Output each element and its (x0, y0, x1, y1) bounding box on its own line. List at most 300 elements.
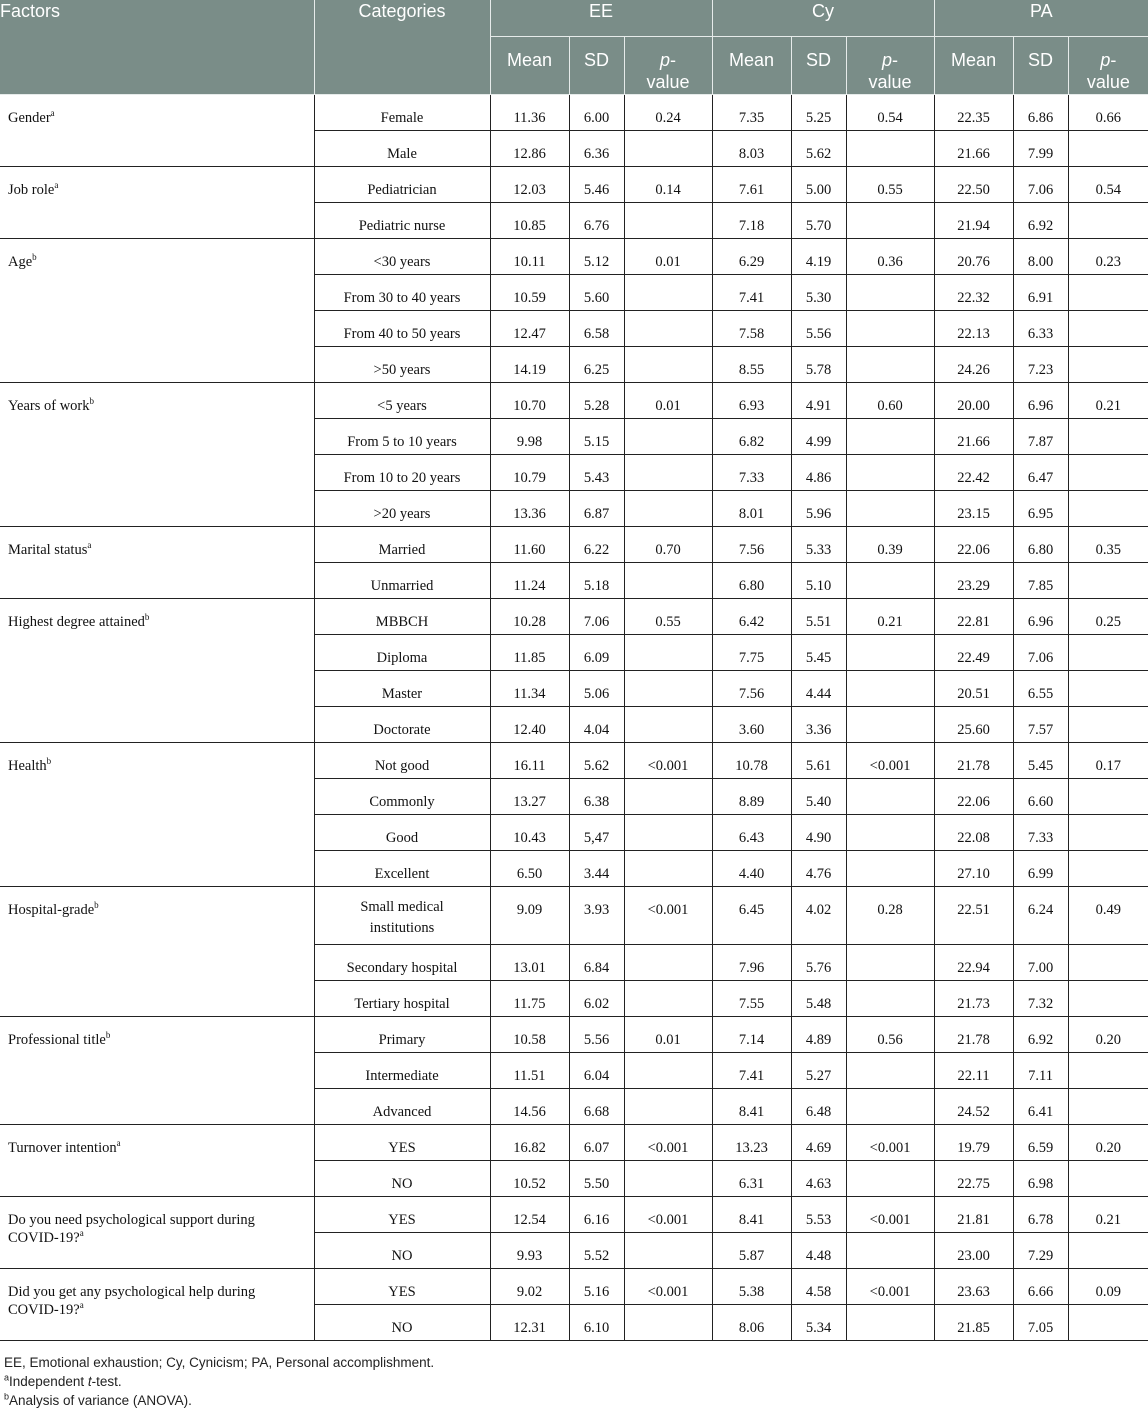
value-cell-p-value (1068, 707, 1148, 743)
category-cell: Tertiary hospital (314, 981, 490, 1017)
category-cell: Secondary hospital (314, 945, 490, 981)
category-cell: From 30 to 40 years (314, 275, 490, 311)
value-cell-sd: 7.11 (1013, 1053, 1068, 1089)
header-p-value: p- value (624, 37, 712, 95)
value-cell-mean: 8.03 (712, 131, 791, 167)
category-cell: <5 years (314, 383, 490, 419)
value-cell-mean: 14.19 (490, 347, 569, 383)
value-cell-mean: 13.27 (490, 779, 569, 815)
value-cell-mean: 10.59 (490, 275, 569, 311)
value-cell-p-value (846, 491, 934, 527)
value-cell-sd: 5.34 (791, 1305, 846, 1341)
category-cell: <30 years (314, 239, 490, 275)
factor-cell: Years of work$^b$ (0, 383, 314, 527)
value-cell-p-value: 0.21 (846, 599, 934, 635)
value-cell-sd: 5.15 (569, 419, 624, 455)
value-cell-mean: 7.55 (712, 981, 791, 1017)
value-cell-sd: 6.33 (1013, 311, 1068, 347)
value-cell-sd: 6.96 (1013, 599, 1068, 635)
value-cell-sd: 5.40 (791, 779, 846, 815)
value-cell-p-value (846, 1089, 934, 1125)
table-row (0, 1197, 1148, 1233)
value-cell-p-value (1068, 563, 1148, 599)
value-cell-p-value (1068, 671, 1148, 707)
value-cell-sd: 5.53 (791, 1197, 846, 1233)
header-group-cy: Cy (712, 0, 934, 37)
value-cell-sd: 6.00 (569, 95, 624, 131)
value-cell-mean: 10.70 (490, 383, 569, 419)
category-cell: MBBCH (314, 599, 490, 635)
value-cell-mean: 19.79 (934, 1125, 1013, 1161)
value-cell-mean: 23.15 (934, 491, 1013, 527)
value-cell-mean: 8.41 (712, 1089, 791, 1125)
category-cell: Excellent (314, 851, 490, 887)
value-cell-mean: 8.06 (712, 1305, 791, 1341)
header-mean: Mean (490, 37, 569, 95)
value-cell-mean: 21.81 (934, 1197, 1013, 1233)
value-cell-p-value: 0.55 (624, 599, 712, 635)
value-cell-mean: 25.60 (934, 707, 1013, 743)
category-cell: Male (314, 131, 490, 167)
category-cell: Master (314, 671, 490, 707)
value-cell-mean: 6.42 (712, 599, 791, 635)
value-cell-mean: 22.50 (934, 167, 1013, 203)
value-cell-mean: 22.81 (934, 599, 1013, 635)
value-cell-sd: 7.05 (1013, 1305, 1068, 1341)
value-cell-p-value: 0.21 (1068, 383, 1148, 419)
value-cell-sd: 4.90 (791, 815, 846, 851)
value-cell-sd: 6.47 (1013, 455, 1068, 491)
value-cell-sd: 7.29 (1013, 1233, 1068, 1269)
value-cell-sd: 7.85 (1013, 563, 1068, 599)
value-cell-p-value (624, 1233, 712, 1269)
value-cell-p-value (846, 779, 934, 815)
value-cell-p-value (846, 347, 934, 383)
value-cell-mean: 8.41 (712, 1197, 791, 1233)
value-cell-p-value: 0.23 (1068, 239, 1148, 275)
value-cell-mean: 12.31 (490, 1305, 569, 1341)
value-cell-sd: 5.10 (791, 563, 846, 599)
value-cell-p-value (624, 815, 712, 851)
value-cell-mean: 7.61 (712, 167, 791, 203)
value-cell-mean: 24.52 (934, 1089, 1013, 1125)
category-cell: Pediatric nurse (314, 203, 490, 239)
value-cell-mean: 21.73 (934, 981, 1013, 1017)
value-cell-p-value (846, 815, 934, 851)
value-cell-sd: 4.69 (791, 1125, 846, 1161)
value-cell-sd: 5.12 (569, 239, 624, 275)
value-cell-p-value (846, 131, 934, 167)
header-factors: Factors (0, 0, 314, 95)
header-group-ee: EE (490, 0, 712, 37)
value-cell-sd: 6.02 (569, 981, 624, 1017)
value-cell-sd: 6.84 (569, 945, 624, 981)
category-cell: YES (314, 1269, 490, 1305)
category-cell: YES (314, 1125, 490, 1161)
value-cell-p-value (624, 981, 712, 1017)
value-cell-mean: 22.94 (934, 945, 1013, 981)
value-cell-mean: 21.94 (934, 203, 1013, 239)
table-body (0, 95, 1148, 1341)
value-cell-p-value: 0.01 (624, 383, 712, 419)
value-cell-mean: 6.45 (712, 887, 791, 945)
value-cell-mean: 22.08 (934, 815, 1013, 851)
value-cell-sd: 6.68 (569, 1089, 624, 1125)
value-cell-mean: 6.29 (712, 239, 791, 275)
value-cell-p-value (624, 275, 712, 311)
value-cell-sd: 5.62 (791, 131, 846, 167)
value-cell-sd: 6.91 (1013, 275, 1068, 311)
value-cell-p-value (846, 563, 934, 599)
value-cell-sd: 7.32 (1013, 981, 1068, 1017)
value-cell-p-value (846, 635, 934, 671)
table-row (0, 743, 1148, 779)
value-cell-mean: 7.75 (712, 635, 791, 671)
value-cell-p-value (846, 1305, 934, 1341)
value-cell-p-value (846, 945, 934, 981)
table-row (0, 95, 1148, 131)
value-cell-p-value (846, 275, 934, 311)
category-cell: Pediatrician (314, 167, 490, 203)
value-cell-p-value (624, 635, 712, 671)
value-cell-p-value: <0.001 (624, 1125, 712, 1161)
table-row (0, 599, 1148, 635)
value-cell-mean: 9.09 (490, 887, 569, 945)
value-cell-mean: 7.56 (712, 527, 791, 563)
value-cell-sd: 8.00 (1013, 239, 1068, 275)
factor-cell: Did you get any psychological help during COVID-19?$^a$ (0, 1269, 314, 1341)
value-cell-p-value (624, 1089, 712, 1125)
value-cell-sd: 7.33 (1013, 815, 1068, 851)
value-cell-p-value (1068, 1053, 1148, 1089)
value-cell-sd: 6.04 (569, 1053, 624, 1089)
category-cell: From 40 to 50 years (314, 311, 490, 347)
table-row (0, 1269, 1148, 1305)
value-cell-p-value (1068, 1233, 1148, 1269)
value-cell-mean: 22.35 (934, 95, 1013, 131)
value-cell-p-value: 0.66 (1068, 95, 1148, 131)
header-categories: Categories (314, 0, 490, 95)
value-cell-p-value (624, 131, 712, 167)
value-cell-mean: 22.51 (934, 887, 1013, 945)
value-cell-sd: 7.23 (1013, 347, 1068, 383)
value-cell-sd: 6.22 (569, 527, 624, 563)
value-cell-p-value: 0.25 (1068, 599, 1148, 635)
value-cell-sd: 5.52 (569, 1233, 624, 1269)
value-cell-p-value (624, 1053, 712, 1089)
category-cell: Intermediate (314, 1053, 490, 1089)
category-cell: Commonly (314, 779, 490, 815)
category-cell: From 5 to 10 years (314, 419, 490, 455)
value-cell-p-value: 0.60 (846, 383, 934, 419)
value-cell-p-value (846, 671, 934, 707)
value-cell-sd: 5.45 (791, 635, 846, 671)
value-cell-p-value: <0.001 (846, 743, 934, 779)
value-cell-mean: 7.35 (712, 95, 791, 131)
category-cell: NO (314, 1233, 490, 1269)
value-cell-mean: 7.33 (712, 455, 791, 491)
value-cell-p-value (1068, 945, 1148, 981)
value-cell-p-value (624, 779, 712, 815)
value-cell-sd: 7.99 (1013, 131, 1068, 167)
category-cell: Good (314, 815, 490, 851)
table-row (0, 167, 1148, 203)
value-cell-sd: 4.76 (791, 851, 846, 887)
value-cell-p-value (846, 1161, 934, 1197)
value-cell-p-value (624, 563, 712, 599)
table-notes (4, 1353, 434, 1410)
category-cell: Unmarried (314, 563, 490, 599)
value-cell-sd: 6.76 (569, 203, 624, 239)
value-cell-p-value (1068, 311, 1148, 347)
category-cell: Female (314, 95, 490, 131)
value-cell-mean: 21.85 (934, 1305, 1013, 1341)
value-cell-sd: 5.25 (791, 95, 846, 131)
value-cell-p-value (624, 1305, 712, 1341)
category-cell: Advanced (314, 1089, 490, 1125)
header-sd: SD (569, 37, 624, 95)
value-cell-mean: 10.11 (490, 239, 569, 275)
table-row (0, 239, 1148, 275)
value-cell-sd: 6.16 (569, 1197, 624, 1233)
value-cell-sd: 6.25 (569, 347, 624, 383)
value-cell-p-value: 0.56 (846, 1017, 934, 1053)
value-cell-p-value (1068, 815, 1148, 851)
value-cell-p-value: <0.001 (624, 1197, 712, 1233)
value-cell-p-value (624, 491, 712, 527)
value-cell-p-value: 0.24 (624, 95, 712, 131)
value-cell-mean: 10.58 (490, 1017, 569, 1053)
value-cell-sd: 3.36 (791, 707, 846, 743)
value-cell-sd: 6.10 (569, 1305, 624, 1341)
value-cell-p-value (624, 707, 712, 743)
value-cell-sd: 4.89 (791, 1017, 846, 1053)
value-cell-sd: 4.19 (791, 239, 846, 275)
value-cell-sd: 5.50 (569, 1161, 624, 1197)
value-cell-mean: 22.42 (934, 455, 1013, 491)
value-cell-p-value (1068, 347, 1148, 383)
value-cell-mean: 21.78 (934, 743, 1013, 779)
value-cell-mean: 23.29 (934, 563, 1013, 599)
note-abbreviations: EE, Emotional exhaustion; Cy, Cynicism; PA, Personal accomplishment. (4, 1355, 435, 1370)
value-cell-sd: 4.02 (791, 887, 846, 945)
value-cell-p-value: 0.39 (846, 527, 934, 563)
value-cell-mean: 6.50 (490, 851, 569, 887)
value-cell-mean: 21.66 (934, 419, 1013, 455)
value-cell-sd: 5.06 (569, 671, 624, 707)
header-sd: SD (791, 37, 846, 95)
value-cell-p-value: 0.70 (624, 527, 712, 563)
value-cell-mean: 13.23 (712, 1125, 791, 1161)
table-row (0, 527, 1148, 563)
value-cell-p-value (1068, 455, 1148, 491)
value-cell-sd: 5,47 (569, 815, 624, 851)
value-cell-p-value: <0.001 (846, 1125, 934, 1161)
value-cell-p-value: 0.49 (1068, 887, 1148, 945)
value-cell-sd: 3.93 (569, 887, 624, 945)
value-cell-sd: 6.24 (1013, 887, 1068, 945)
value-cell-p-value: <0.001 (846, 1269, 934, 1305)
value-cell-sd: 5.56 (791, 311, 846, 347)
value-cell-sd: 4.58 (791, 1269, 846, 1305)
value-cell-sd: 5.16 (569, 1269, 624, 1305)
value-cell-p-value (624, 203, 712, 239)
value-cell-p-value (624, 419, 712, 455)
value-cell-mean: 12.03 (490, 167, 569, 203)
value-cell-p-value (1068, 491, 1148, 527)
value-cell-p-value (624, 311, 712, 347)
value-cell-sd: 5.60 (569, 275, 624, 311)
value-cell-p-value (624, 945, 712, 981)
value-cell-p-value (1068, 275, 1148, 311)
value-cell-mean: 7.41 (712, 275, 791, 311)
value-cell-mean: 22.13 (934, 311, 1013, 347)
value-cell-p-value: 0.54 (846, 95, 934, 131)
value-cell-p-value (846, 1053, 934, 1089)
value-cell-mean: 22.06 (934, 527, 1013, 563)
factor-cell: Do you need psychological support during COVID-19?$^a$ (0, 1197, 314, 1269)
value-cell-sd: 5.00 (791, 167, 846, 203)
value-cell-sd: 6.59 (1013, 1125, 1068, 1161)
value-cell-mean: 21.66 (934, 131, 1013, 167)
value-cell-sd: 6.92 (1013, 203, 1068, 239)
value-cell-p-value: 0.55 (846, 167, 934, 203)
value-cell-mean: 6.82 (712, 419, 791, 455)
value-cell-sd: 4.91 (791, 383, 846, 419)
value-cell-p-value: 0.01 (624, 239, 712, 275)
note-b: $^b$Analysis of variance (ANOVA). (4, 1391, 192, 1408)
value-cell-mean: 7.96 (712, 945, 791, 981)
header-p-value: p- value (846, 37, 934, 95)
value-cell-sd: 6.78 (1013, 1197, 1068, 1233)
header-p-value: p- value (1068, 37, 1148, 95)
value-cell-p-value: <0.001 (624, 1269, 712, 1305)
category-cell: YES (314, 1197, 490, 1233)
value-cell-sd: 6.60 (1013, 779, 1068, 815)
value-cell-mean: 16.82 (490, 1125, 569, 1161)
value-cell-mean: 22.49 (934, 635, 1013, 671)
value-cell-sd: 5.76 (791, 945, 846, 981)
value-cell-mean: 7.58 (712, 311, 791, 347)
value-cell-mean: 23.63 (934, 1269, 1013, 1305)
value-cell-mean: 12.54 (490, 1197, 569, 1233)
value-cell-p-value (846, 455, 934, 491)
category-cell: Doctorate (314, 707, 490, 743)
value-cell-p-value: <0.001 (624, 743, 712, 779)
value-cell-mean: 13.36 (490, 491, 569, 527)
value-cell-sd: 6.80 (1013, 527, 1068, 563)
value-cell-sd: 5.70 (791, 203, 846, 239)
value-cell-p-value (1068, 851, 1148, 887)
value-cell-mean: 10.79 (490, 455, 569, 491)
value-cell-mean: 7.18 (712, 203, 791, 239)
value-cell-mean: 7.41 (712, 1053, 791, 1089)
value-cell-mean: 10.78 (712, 743, 791, 779)
value-cell-p-value (1068, 779, 1148, 815)
value-cell-mean: 10.43 (490, 815, 569, 851)
value-cell-mean: 14.56 (490, 1089, 569, 1125)
category-cell: Not good (314, 743, 490, 779)
value-cell-mean: 9.93 (490, 1233, 569, 1269)
value-cell-mean: 11.36 (490, 95, 569, 131)
value-cell-mean: 10.28 (490, 599, 569, 635)
value-cell-sd: 5.18 (569, 563, 624, 599)
value-cell-p-value: 0.28 (846, 887, 934, 945)
value-cell-p-value (846, 203, 934, 239)
value-cell-mean: 21.78 (934, 1017, 1013, 1053)
category-cell: >20 years (314, 491, 490, 527)
category-cell: Married (314, 527, 490, 563)
value-cell-mean: 13.01 (490, 945, 569, 981)
value-cell-sd: 5.51 (791, 599, 846, 635)
value-cell-p-value: 0.21 (1068, 1197, 1148, 1233)
value-cell-sd: 5.46 (569, 167, 624, 203)
factor-cell: Gender$^a$ (0, 95, 314, 167)
value-cell-sd: 7.06 (1013, 167, 1068, 203)
value-cell-p-value: 0.20 (1068, 1125, 1148, 1161)
value-cell-p-value (846, 1233, 934, 1269)
value-cell-p-value (624, 455, 712, 491)
value-cell-mean: 11.24 (490, 563, 569, 599)
category-cell: Primary (314, 1017, 490, 1053)
value-cell-sd: 5.96 (791, 491, 846, 527)
note-a: $^a$Independent t-test. (4, 1372, 122, 1389)
value-cell-sd: 5.48 (791, 981, 846, 1017)
value-cell-sd: 5.61 (791, 743, 846, 779)
value-cell-p-value (624, 671, 712, 707)
value-cell-mean: 20.76 (934, 239, 1013, 275)
value-cell-mean: 8.55 (712, 347, 791, 383)
header-mean: Mean (712, 37, 791, 95)
value-cell-p-value: <0.001 (624, 887, 712, 945)
value-cell-p-value: 0.20 (1068, 1017, 1148, 1053)
value-cell-p-value (1068, 419, 1148, 455)
value-cell-mean: 11.60 (490, 527, 569, 563)
value-cell-mean: 22.06 (934, 779, 1013, 815)
value-cell-sd: 5.33 (791, 527, 846, 563)
value-cell-p-value (846, 851, 934, 887)
value-cell-sd: 6.48 (791, 1089, 846, 1125)
value-cell-sd: 5.45 (1013, 743, 1068, 779)
value-cell-sd: 6.58 (569, 311, 624, 347)
table-header (0, 0, 1148, 95)
value-cell-sd: 3.44 (569, 851, 624, 887)
value-cell-sd: 6.36 (569, 131, 624, 167)
table-row (0, 383, 1148, 419)
value-cell-mean: 20.51 (934, 671, 1013, 707)
value-cell-p-value (624, 347, 712, 383)
factor-cell: Marital status$^a$ (0, 527, 314, 599)
value-cell-p-value: 0.54 (1068, 167, 1148, 203)
value-cell-sd: 4.63 (791, 1161, 846, 1197)
value-cell-mean: 27.10 (934, 851, 1013, 887)
value-cell-mean: 11.34 (490, 671, 569, 707)
value-cell-sd: 6.98 (1013, 1161, 1068, 1197)
value-cell-sd: 6.96 (1013, 383, 1068, 419)
table-row (0, 1125, 1148, 1161)
value-cell-p-value (624, 851, 712, 887)
value-cell-mean: 6.93 (712, 383, 791, 419)
value-cell-p-value: 0.17 (1068, 743, 1148, 779)
header-group-pa: PA (934, 0, 1148, 37)
value-cell-mean: 20.00 (934, 383, 1013, 419)
value-cell-mean: 10.85 (490, 203, 569, 239)
value-cell-sd: 6.99 (1013, 851, 1068, 887)
value-cell-mean: 5.38 (712, 1269, 791, 1305)
value-cell-p-value: 0.09 (1068, 1269, 1148, 1305)
value-cell-sd: 4.86 (791, 455, 846, 491)
value-cell-sd: 5.56 (569, 1017, 624, 1053)
